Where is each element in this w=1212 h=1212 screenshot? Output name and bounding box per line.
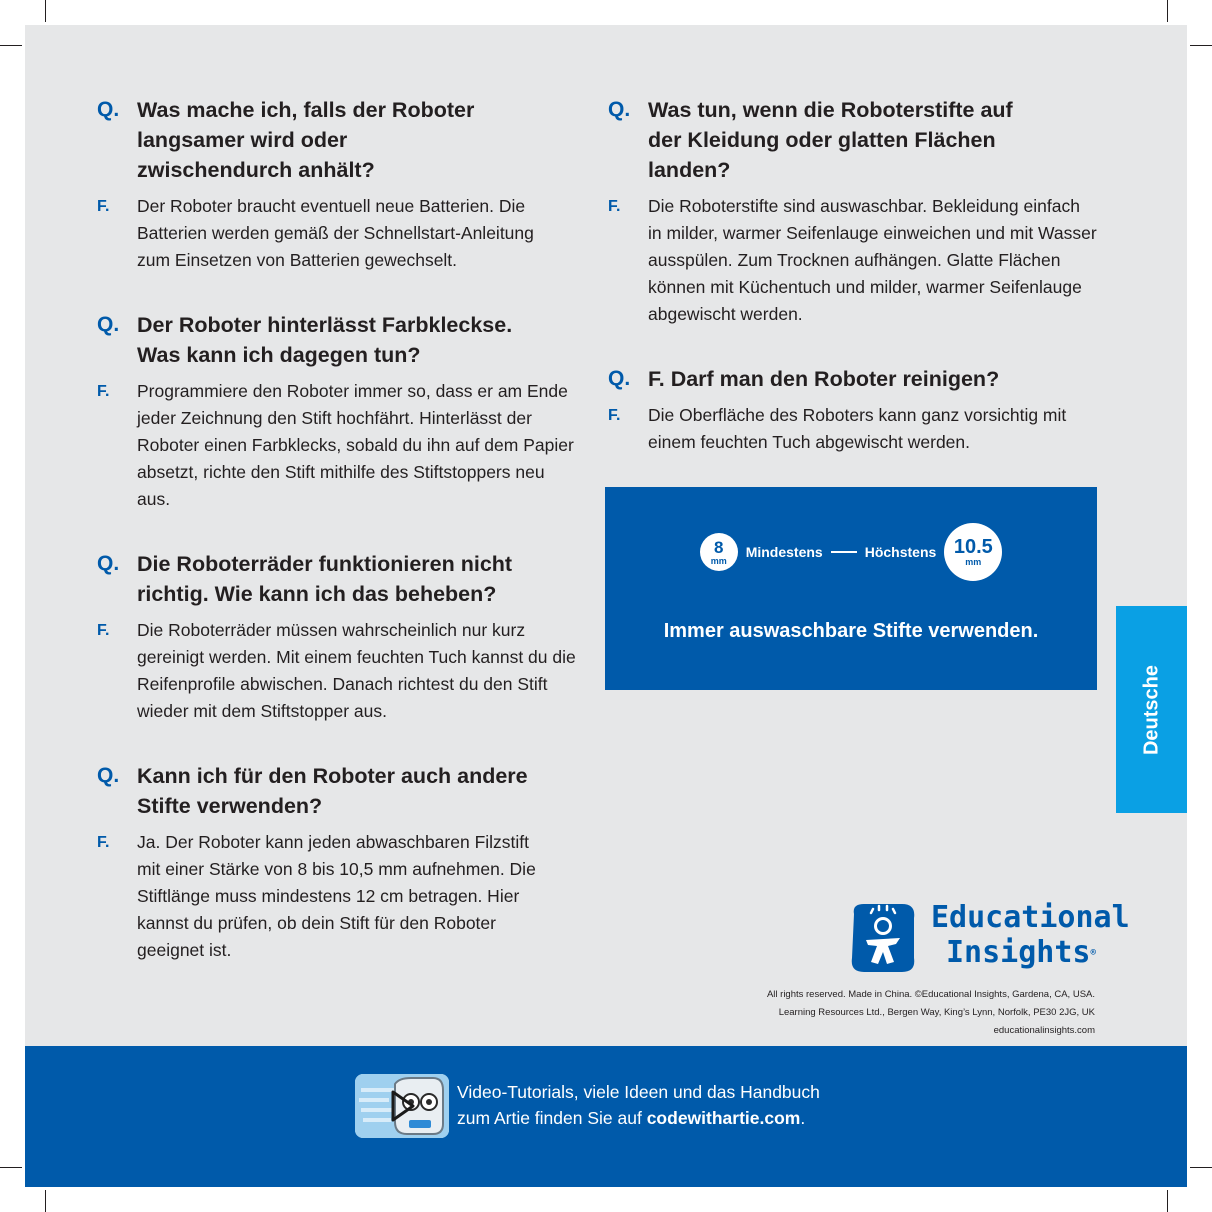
min-size-label: Mindestens <box>745 544 823 560</box>
question-marker: Q. <box>608 98 631 121</box>
language-tab <box>1116 606 1187 813</box>
max-size-label: Höchstens <box>864 544 937 560</box>
footer-line-2-prefix: zum Artie finden Sie auf <box>457 1108 647 1128</box>
logo-wordmark <box>931 900 1130 970</box>
question-marker: Q. <box>97 552 120 575</box>
logo-line-2 <box>931 936 1130 970</box>
faq-item <box>97 549 587 725</box>
logo-line-2-text: Insights <box>946 935 1091 970</box>
faq-item <box>97 95 587 274</box>
question-marker: Q. <box>97 313 120 336</box>
max-size-unit: mm <box>965 557 982 567</box>
faq-item <box>608 364 1103 456</box>
question-text: Kann ich für den Roboter auch andere Stifte verwenden? <box>137 764 528 818</box>
min-size-value: 8 <box>713 537 724 557</box>
min-size-unit: mm <box>710 555 727 566</box>
question-marker: Q. <box>97 98 120 121</box>
question-text: Was tun, wenn die Roboterstifte auf der Kleidung oder glatten Flächen landen? <box>648 98 1013 182</box>
website-url: educationalinsights.com <box>993 1025 1095 1036</box>
answer-marker: F. <box>97 834 110 851</box>
educational-insights-logo <box>846 900 1130 978</box>
question-text: Der Roboter hinterlässt Farbkleckse. Was kann ich dagegen tun? <box>137 313 513 367</box>
faq-item <box>97 310 587 513</box>
faq-item <box>97 761 587 964</box>
answer-text: Der Roboter braucht eventuell neue Batterien. Die Batterien werden gemäß der Schnellstart-Anleitung zum Einsetzen von Batterien gewechselt. <box>137 196 534 270</box>
logo-line-1: Educational <box>931 900 1130 935</box>
pen-size-range <box>605 523 1097 581</box>
answer-marker: F. <box>608 407 621 424</box>
range-divider <box>831 551 857 553</box>
legal-notice <box>767 986 1095 1040</box>
max-size-value: 10.5 <box>953 536 993 558</box>
legal-line-2: Learning Resources Ltd., Bergen Way, King’s Lynn, Norfolk, PE30 2JG, UK <box>778 1007 1095 1018</box>
crop-mark <box>45 0 46 22</box>
min-size-badge <box>700 533 738 571</box>
question-text: F. Darf man den Roboter reinigen? <box>648 367 1000 391</box>
answer-text: Programmiere den Roboter immer so, dass er am Ende jeder Zeichnung den Stift hochfährt. Hinterlässt der Roboter einen Farbklecks, sobald du ihn auf dem Papier absetzt, richte den Stift mithilfe des Stiftstoppers neu aus. <box>137 381 574 509</box>
faq-column-left <box>97 95 587 1000</box>
faq-item <box>608 95 1103 328</box>
language-tab-label: Deutsche <box>1140 664 1162 755</box>
answer-marker: F. <box>608 198 621 215</box>
codewithartie-link[interactable]: codewithartie.com <box>646 1108 801 1128</box>
crop-mark <box>45 1190 46 1212</box>
kid-mascot-icon <box>846 900 920 976</box>
crop-mark <box>0 1167 22 1168</box>
crop-mark <box>1190 45 1212 46</box>
crop-mark <box>1167 0 1168 22</box>
robot-play-icon <box>355 1074 449 1138</box>
registered-mark: ® <box>1090 948 1096 958</box>
manual-page <box>25 25 1187 1187</box>
question-marker: Q. <box>97 764 120 787</box>
answer-text: Ja. Der Roboter kann jeden abwaschbaren Filzstift mit einer Stärke von 8 bis 10,5 mm aufnehmen. Die Stiftlänge muss mindestens 12 cm betragen. Hier kannst du prüfen, ob dein Stift für den Roboter geeignet ist. <box>137 832 536 960</box>
answer-text: Die Oberfläche des Roboters kann ganz vorsichtig mit einem feuchten Tuch abgewischt werden. <box>648 405 1067 452</box>
crop-mark <box>1167 1190 1168 1212</box>
footer-text <box>457 1079 820 1131</box>
footer-line-2 <box>457 1105 820 1131</box>
crop-mark <box>1190 1167 1212 1168</box>
answer-marker: F. <box>97 383 110 400</box>
footer-line-1: Video-Tutorials, viele Ideen und das Handbuch <box>457 1082 820 1102</box>
video-tutorial-icon <box>355 1074 449 1138</box>
question-text: Die Roboterräder funktionieren nicht richtig. Wie kann ich das beheben? <box>137 552 513 606</box>
washable-pen-note: Immer auswaschbare Stifte verwenden. <box>663 620 1039 642</box>
pen-size-info-box <box>605 487 1097 690</box>
crop-mark <box>0 45 22 46</box>
footer-line-2-suffix: . <box>800 1108 806 1128</box>
legal-line-1: All rights reserved. Made in China. ©Educational Insights, Gardena, CA, USA. <box>766 989 1095 1000</box>
answer-marker: F. <box>97 198 110 215</box>
question-text: Was mache ich, falls der Roboter langsamer wird oder zwischendurch anhält? <box>137 98 475 182</box>
question-marker: Q. <box>608 367 631 390</box>
answer-text: Die Roboterstifte sind auswaschbar. Bekleidung einfach in milder, warmer Seifenlauge einweichen und mit Wasser ausspülen. Zum Trocknen aufhängen. Glatte Flächen können mit Küchentuch und milder, warmer Seifenlauge abgewischt werden. <box>648 196 1097 324</box>
answer-text: Die Roboterräder müssen wahrscheinlich nur kurz gereinigt werden. Mit einem feuchten Tuch kannst du die Reifenprofile abwischen. Danach richtest du den Stift wieder mit dem Stiftstopper aus. <box>137 620 576 721</box>
answer-marker: F. <box>97 622 110 639</box>
faq-column-right <box>608 95 1103 492</box>
footer-banner <box>25 1046 1187 1187</box>
max-size-badge <box>944 523 1002 581</box>
